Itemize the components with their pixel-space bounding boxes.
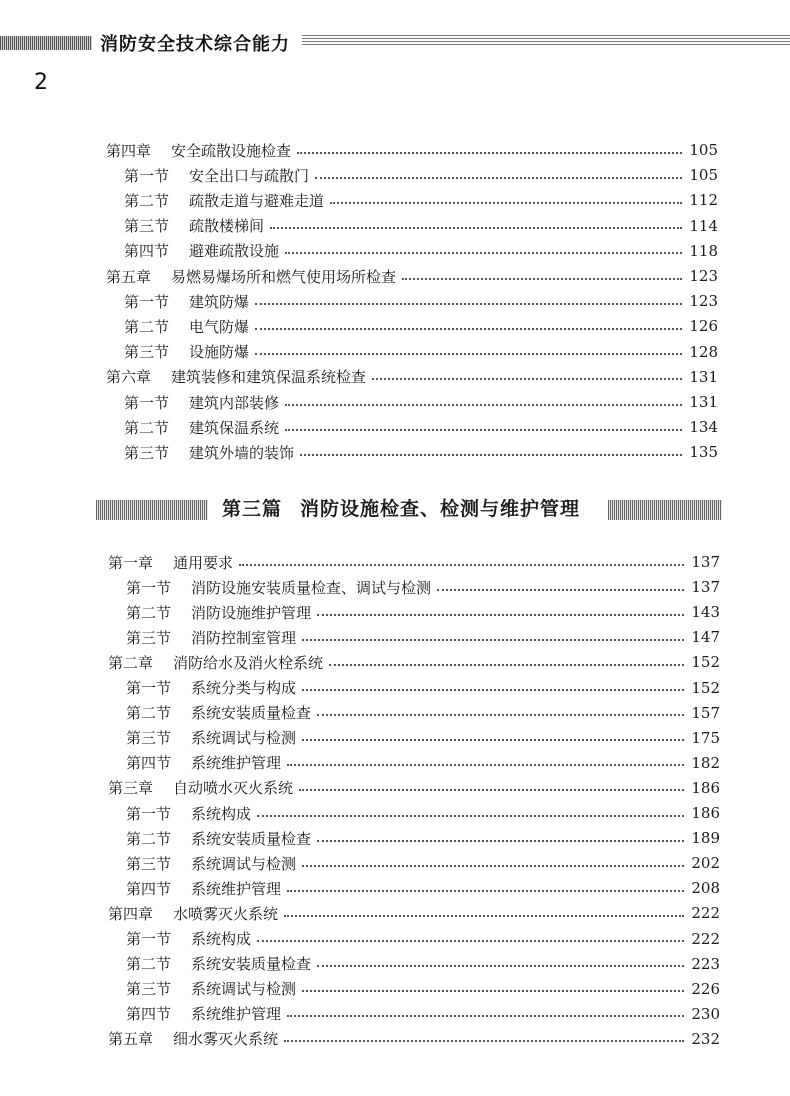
toc-title: 系统分类与构成 (191, 679, 297, 697)
toc-title: 电气防爆 (189, 317, 250, 336)
toc-title: 系统维护管理 (191, 754, 282, 773)
toc-leader (239, 563, 684, 566)
toc-chapter-row (108, 1028, 720, 1050)
book-title: 消防安全技术综合能力 (100, 34, 290, 55)
toc-label: 第一章 (108, 553, 154, 572)
toc-label: 第四节 (126, 1005, 172, 1024)
toc-title: 建筑保温系统 (189, 418, 280, 437)
toc-leader (372, 377, 682, 380)
header-band-right (302, 35, 790, 47)
toc-leader (257, 814, 684, 817)
toc-label: 第三节 (126, 628, 172, 647)
toc-leader (302, 688, 684, 691)
toc-page: 157 (691, 703, 720, 722)
toc-label: 第二节 (126, 955, 172, 974)
toc-leader (285, 428, 682, 431)
toc-page: 135 (689, 443, 718, 462)
toc-label: 第三节 (124, 217, 170, 236)
toc-page: 143 (691, 603, 720, 622)
toc-page: 208 (691, 879, 720, 898)
toc-leader (402, 277, 682, 280)
toc-page: 182 (691, 753, 720, 772)
toc-section-row (126, 576, 720, 598)
running-header (0, 28, 790, 60)
part-title (214, 494, 588, 524)
toc-section-row (126, 852, 720, 874)
toc-label: 第三节 (124, 343, 170, 362)
toc-title: 消防给水及消火栓系统 (173, 653, 324, 672)
toc-label: 第二节 (124, 418, 170, 437)
toc-label: 第三章 (108, 779, 154, 798)
toc-title: 自动喷水灭火系统 (173, 779, 294, 798)
toc-leader (317, 613, 684, 616)
toc-title: 通用要求 (173, 553, 234, 572)
toc-label: 第三节 (126, 980, 172, 999)
toc-page: 230 (691, 1004, 720, 1023)
toc-section-row (124, 391, 718, 413)
toc-chapter-row (108, 777, 720, 799)
part-band-right (608, 500, 722, 520)
toc-leader (255, 302, 682, 305)
toc-label: 第三节 (126, 854, 172, 873)
toc-page: 189 (691, 829, 720, 848)
toc-section-row (126, 953, 720, 975)
toc-title: 建筑外墙的装饰 (189, 443, 295, 462)
toc-label: 第三节 (124, 443, 170, 462)
toc-page: 112 (689, 191, 718, 210)
toc-section-row (126, 802, 720, 824)
toc-title: 系统调试与检测 (191, 854, 297, 873)
toc-label: 第四章 (108, 904, 154, 923)
toc-label: 第二节 (124, 317, 170, 336)
toc-title: 易燃易爆场所和燃气使用场所检查 (171, 267, 397, 286)
toc-page: 131 (689, 393, 718, 411)
toc-page: 175 (691, 728, 720, 747)
toc-chapter-row (108, 551, 720, 573)
toc-leader (315, 176, 682, 179)
toc-leader (285, 403, 682, 406)
toc-page: 226 (691, 979, 720, 998)
toc-leader (317, 839, 684, 842)
toc-label: 第二节 (126, 829, 172, 848)
toc-section-row (124, 240, 718, 262)
toc-label: 第一节 (126, 679, 172, 697)
toc-leader (437, 588, 684, 591)
toc-label: 第一节 (124, 292, 170, 311)
toc-label: 第二节 (124, 191, 170, 210)
toc-page: 152 (691, 678, 720, 697)
toc-page: 223 (691, 954, 720, 973)
toc-leader (287, 763, 684, 766)
toc-section-row (126, 877, 720, 899)
toc-leader (302, 638, 684, 641)
toc-title: 系统构成 (191, 804, 252, 823)
part-label: 第三篇 (222, 498, 283, 520)
toc-section-row (126, 727, 720, 749)
toc-page: 202 (691, 854, 720, 873)
toc-leader (255, 352, 682, 355)
toc-label: 第四节 (124, 242, 170, 261)
toc-page: 105 (689, 166, 718, 185)
toc-page: 137 (691, 578, 720, 597)
toc-section-row (126, 702, 720, 724)
toc-section-row (124, 341, 718, 363)
toc-page: 123 (689, 267, 718, 285)
toc-title: 设施防爆 (189, 343, 250, 362)
toc-title: 系统安装质量检查 (191, 704, 312, 723)
toc-chapter-row (106, 139, 718, 161)
toc-section-row (124, 189, 718, 211)
toc-leader (257, 939, 684, 942)
toc-leader (297, 151, 682, 154)
toc-title: 系统调试与检测 (191, 980, 297, 999)
toc-label: 第一节 (124, 166, 170, 185)
toc-leader (329, 663, 684, 666)
toc-label: 第一节 (124, 393, 170, 412)
toc-title: 疏散楼梯间 (189, 217, 265, 236)
part-heading (96, 494, 722, 524)
toc-section-row (124, 215, 718, 237)
toc-leader (284, 1039, 684, 1042)
toc-section-row (126, 978, 720, 1000)
toc-page: 222 (691, 904, 720, 923)
toc-leader (330, 201, 682, 204)
toc-label: 第五章 (106, 267, 152, 286)
toc-title: 消防设施维护管理 (191, 603, 312, 622)
toc-title: 建筑装修和建筑保温系统检查 (171, 368, 367, 387)
toc-section-row (124, 164, 718, 186)
toc-title: 消防设施安装质量检查、调试与检测 (191, 578, 432, 597)
toc-page: 186 (691, 778, 720, 797)
toc-section-row (124, 416, 718, 438)
part-name: 消防设施检查、检测与维护管理 (300, 498, 581, 520)
toc-label: 第四节 (126, 879, 172, 898)
toc-page: 232 (691, 1029, 720, 1048)
toc-label: 第二节 (126, 704, 172, 723)
toc-label: 第一节 (126, 578, 172, 597)
toc-leader (302, 989, 684, 992)
toc-label: 第三节 (126, 729, 172, 748)
toc-page: 114 (689, 216, 718, 235)
toc-page: 147 (691, 628, 720, 647)
toc-section-row (126, 827, 720, 849)
toc-section-row (126, 928, 720, 950)
toc-title: 安全疏散设施检查 (171, 141, 292, 160)
toc-leader (287, 889, 684, 892)
toc-chapter-row (106, 265, 718, 287)
toc-leader (299, 788, 684, 791)
toc-title: 建筑防爆 (189, 292, 250, 311)
toc-label: 第六章 (106, 368, 152, 387)
toc-label: 第四节 (126, 754, 172, 773)
toc-leader (300, 453, 682, 456)
toc-leader (255, 327, 682, 330)
toc-title: 系统维护管理 (191, 1005, 282, 1024)
toc-page: 128 (689, 342, 718, 361)
toc-leader (270, 226, 682, 229)
toc-title: 安全出口与疏散门 (189, 166, 310, 185)
toc-leader (317, 713, 684, 716)
toc-page: 105 (689, 141, 718, 159)
toc-title: 系统维护管理 (191, 879, 282, 898)
toc-label: 第二节 (126, 603, 172, 622)
toc-title: 消防控制室管理 (191, 628, 297, 647)
toc-title: 系统调试与检测 (191, 729, 297, 748)
toc-title: 细水雾灭火系统 (173, 1030, 279, 1049)
toc-page: 222 (691, 929, 720, 948)
toc-section-row (126, 626, 720, 648)
toc-page: 131 (689, 367, 718, 386)
toc-section-row (124, 441, 718, 463)
toc-leader (284, 914, 684, 917)
toc-leader (302, 864, 684, 867)
toc-page: 134 (689, 418, 718, 437)
toc-label: 第五章 (108, 1030, 154, 1049)
toc-section-row (124, 315, 718, 337)
toc-leader (302, 738, 684, 741)
toc-leader (285, 251, 682, 254)
toc-page: 137 (691, 553, 720, 571)
toc-page: 123 (689, 292, 718, 311)
toc-page: 126 (689, 317, 718, 336)
page-number: 2 (34, 70, 48, 95)
toc-label: 第四章 (106, 141, 152, 160)
toc-chapter-row (106, 366, 718, 388)
toc-section-row (126, 677, 720, 699)
toc-title: 水喷雾灭火系统 (173, 904, 279, 923)
toc-leader (317, 964, 684, 967)
toc-title: 疏散走道与避难走道 (189, 191, 325, 210)
toc-page: 152 (691, 653, 720, 672)
toc-section-row (124, 290, 718, 312)
toc-label: 第一节 (126, 804, 172, 823)
toc-title: 避难疏散设施 (189, 242, 280, 261)
header-band-left (0, 36, 92, 50)
toc-chapter-row (108, 902, 720, 924)
toc-section-row (126, 601, 720, 623)
toc-leader (287, 1014, 684, 1017)
toc-page: 118 (689, 241, 718, 260)
toc-title: 系统安装质量检查 (191, 829, 312, 848)
toc-chapter-row (108, 651, 720, 673)
toc-title: 系统构成 (191, 930, 252, 948)
toc-label: 第一节 (126, 930, 172, 948)
toc-title: 建筑内部装修 (189, 393, 280, 412)
part-band-left (96, 500, 208, 520)
toc-title: 系统安装质量检查 (191, 955, 312, 974)
toc-section-row (126, 752, 720, 774)
toc-label: 第二章 (108, 653, 154, 672)
toc-page: 186 (691, 804, 720, 822)
toc-section-row (126, 1003, 720, 1025)
